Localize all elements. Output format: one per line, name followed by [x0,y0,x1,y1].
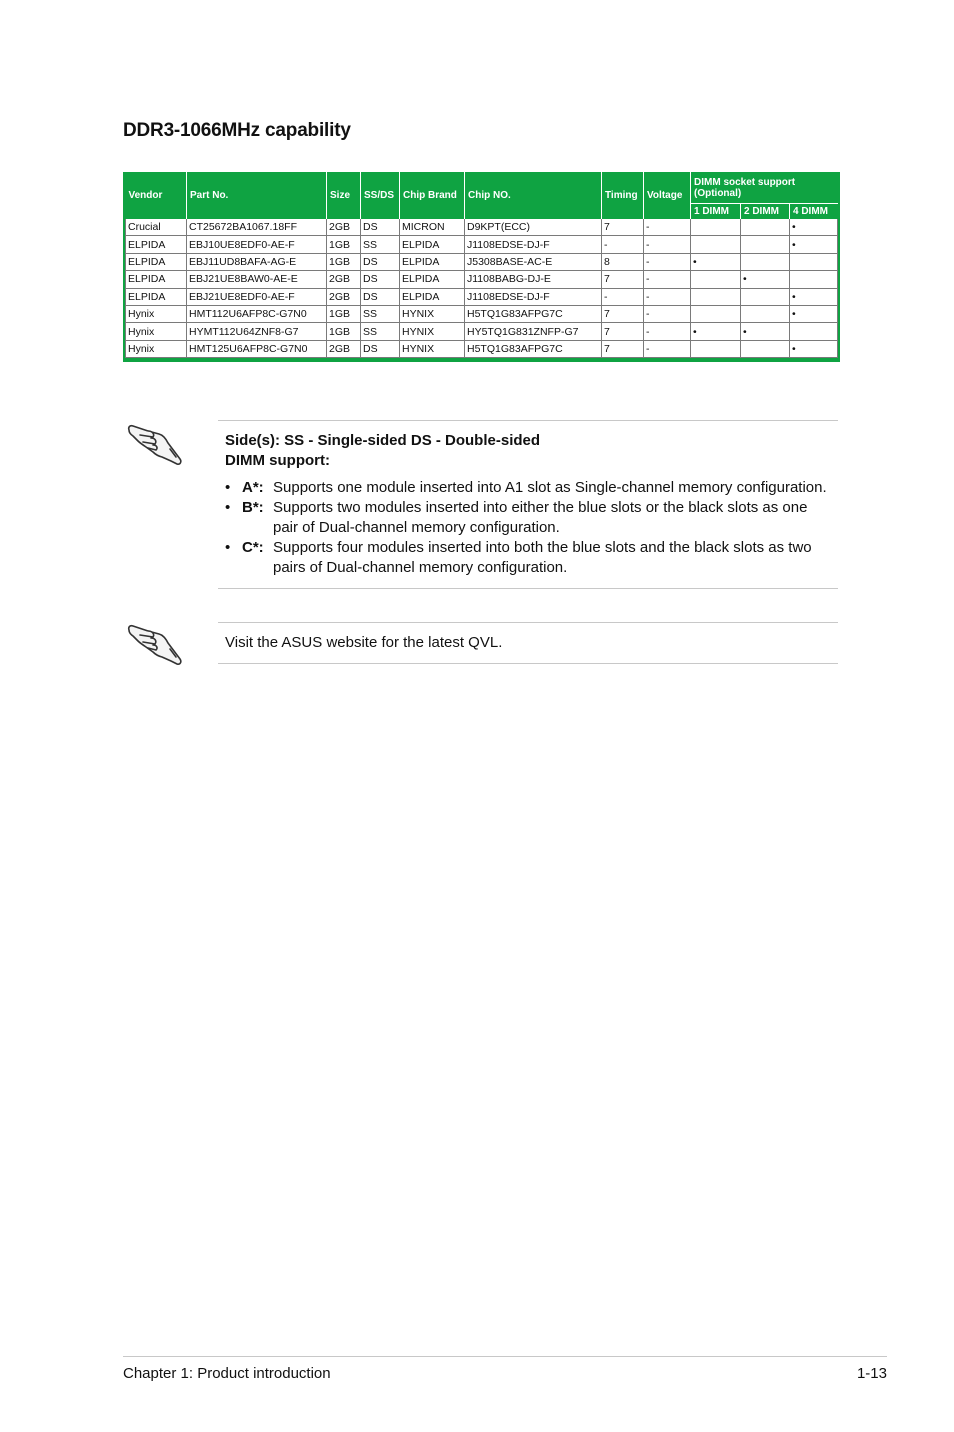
cell-chip-no: J5308BASE-AC-E [465,253,602,270]
pointing-hand-icon [126,619,184,667]
cell-1-dimm [691,271,741,288]
cell-chip-no: H5TQ1G83AFPG7C [465,305,602,322]
cell-timing: 7 [602,323,644,340]
cell-1-dimm [691,305,741,322]
cell-timing: 7 [602,271,644,288]
cell-ssds: DS [361,288,400,305]
cell-4-dimm: • [790,236,838,253]
header-timing: Timing [602,172,644,219]
header-2-dimm: 2 DIMM [741,204,790,220]
cell-2-dimm [741,340,790,357]
cell-timing: 7 [602,219,644,236]
cell-vendor: Hynix [126,340,187,357]
note-qvl [218,622,838,664]
page-footer [123,1356,887,1382]
cell-part-no: CT25672BA1067.18FF [187,219,327,236]
table-row [126,271,838,288]
cell-timing: 7 [602,305,644,322]
header-chip-brand: Chip Brand [400,172,465,219]
cell-chip-brand: ELPIDA [400,288,465,305]
header-voltage: Voltage [644,172,691,219]
cell-vendor: ELPIDA [126,253,187,270]
qvl-table-body [126,219,838,358]
cell-2-dimm [741,305,790,322]
cell-ssds: DS [361,340,400,357]
table-row [126,340,838,357]
cell-1-dimm [691,340,741,357]
cell-size: 1GB [327,305,361,322]
cell-chip-brand: ELPIDA [400,236,465,253]
cell-chip-no: D9KPT(ECC) [465,219,602,236]
cell-ssds: SS [361,305,400,322]
cell-ssds: DS [361,253,400,270]
cell-voltage: - [644,305,691,322]
cell-part-no: EBJ10UE8EDF0-AE-F [187,236,327,253]
cell-4-dimm: • [790,219,838,236]
cell-4-dimm [790,271,838,288]
cell-ssds: DS [361,219,400,236]
cell-chip-brand: ELPIDA [400,271,465,288]
cell-chip-no: H5TQ1G83AFPG7C [465,340,602,357]
cell-part-no: HMT112U6AFP8C-G7N0 [187,305,327,322]
cell-part-no: EBJ21UE8EDF0-AE-F [187,288,327,305]
cell-vendor: ELPIDA [126,288,187,305]
cell-1-dimm [691,219,741,236]
list-item: • C*: Supports four modules inserted into both the blue slots and the black slots as two pairs of Dual-channel memory configuration. [225,539,812,576]
dimm-support-list [225,478,835,578]
cell-2-dimm: • [741,271,790,288]
cell-size: 2GB [327,271,361,288]
table-row [126,288,838,305]
cell-voltage: - [644,288,691,305]
cell-ssds: DS [361,271,400,288]
cell-1-dimm [691,236,741,253]
cell-size: 2GB [327,288,361,305]
list-item: • B*: Supports two modules inserted into either the blue slots or the black slots as one pair of Dual-channel memory configuration. [225,499,808,536]
table-row [126,305,838,322]
table-row [126,323,838,340]
cell-vendor: ELPIDA [126,236,187,253]
cell-4-dimm: • [790,305,838,322]
cell-2-dimm [741,253,790,270]
sides-legend: Side(s): SS - Single-sided DS - Double-sided [225,432,541,449]
cell-chip-no: J1108BABG-DJ-E [465,271,602,288]
header-ssds: SS/DS [361,172,400,219]
cell-chip-no: J1108EDSE-DJ-F [465,236,602,253]
cell-size: 1GB [327,253,361,270]
cell-4-dimm: • [790,288,838,305]
table-row [126,219,838,236]
footer-page-number: 1-13 [856,1365,887,1382]
cell-1-dimm: • [691,253,741,270]
dimm-support-heading: DIMM support: [225,452,330,469]
cell-chip-brand: HYNIX [400,305,465,322]
cell-part-no: EBJ21UE8BAW0-AE-E [187,271,327,288]
cell-timing: - [602,236,644,253]
cell-4-dimm [790,253,838,270]
cell-chip-no: J1108EDSE-DJ-F [465,288,602,305]
cell-1-dimm [691,288,741,305]
qvl-table-container [123,172,840,362]
cell-part-no: EBJ11UD8BAFA-AG-E [187,253,327,270]
cell-vendor: Crucial [126,219,187,236]
cell-size: 1GB [327,323,361,340]
cell-4-dimm: • [790,340,838,357]
cell-voltage: - [644,253,691,270]
header-1-dimm: 1 DIMM [691,204,741,220]
cell-4-dimm [790,323,838,340]
cell-vendor: Hynix [126,305,187,322]
cell-ssds: SS [361,323,400,340]
cell-voltage: - [644,323,691,340]
cell-voltage: - [644,219,691,236]
cell-timing: - [602,288,644,305]
cell-size: 2GB [327,340,361,357]
header-4-dimm: 4 DIMM [793,206,828,217]
header-chip-no: Chip NO. [465,172,602,219]
cell-part-no: HYMT112U64ZNF8-G7 [187,323,327,340]
cell-vendor: ELPIDA [126,271,187,288]
qvl-note-text: Visit the ASUS website for the latest QVL. [225,634,503,651]
header-vendor: Vendor [126,172,187,219]
cell-2-dimm [741,219,790,236]
cell-voltage: - [644,340,691,357]
cell-chip-brand: MICRON [400,219,465,236]
cell-timing: 7 [602,340,644,357]
cell-size: 2GB [327,219,361,236]
cell-1-dimm: • [691,323,741,340]
cell-vendor: Hynix [126,323,187,340]
header-size: Size [327,172,361,219]
cell-2-dimm: • [741,323,790,340]
table-row [126,253,838,270]
cell-chip-no: HY5TQ1G831ZNFP-G7 [465,323,602,340]
qvl-table [125,172,838,358]
cell-ssds: SS [361,236,400,253]
cell-voltage: - [644,236,691,253]
cell-voltage: - [644,271,691,288]
cell-2-dimm [741,236,790,253]
cell-timing: 8 [602,253,644,270]
note-dimm-support [218,420,838,589]
cell-size: 1GB [327,236,361,253]
header-dimm-socket-support: DIMM socket support (Optional) [691,172,838,204]
cell-chip-brand: HYNIX [400,340,465,357]
pointing-hand-icon [126,419,184,467]
cell-chip-brand: HYNIX [400,323,465,340]
table-row [126,236,838,253]
cell-part-no: HMT125U6AFP8C-G7N0 [187,340,327,357]
list-item: • A*: Supports one module inserted into A1 slot as Single-channel memory configuration. [225,479,827,496]
cell-chip-brand: ELPIDA [400,253,465,270]
page-title: DDR3-1066MHz capability [123,120,351,141]
header-part-no: Part No. [187,172,327,219]
cell-2-dimm [741,288,790,305]
footer-chapter: Chapter 1: Product introduction [123,1365,331,1382]
